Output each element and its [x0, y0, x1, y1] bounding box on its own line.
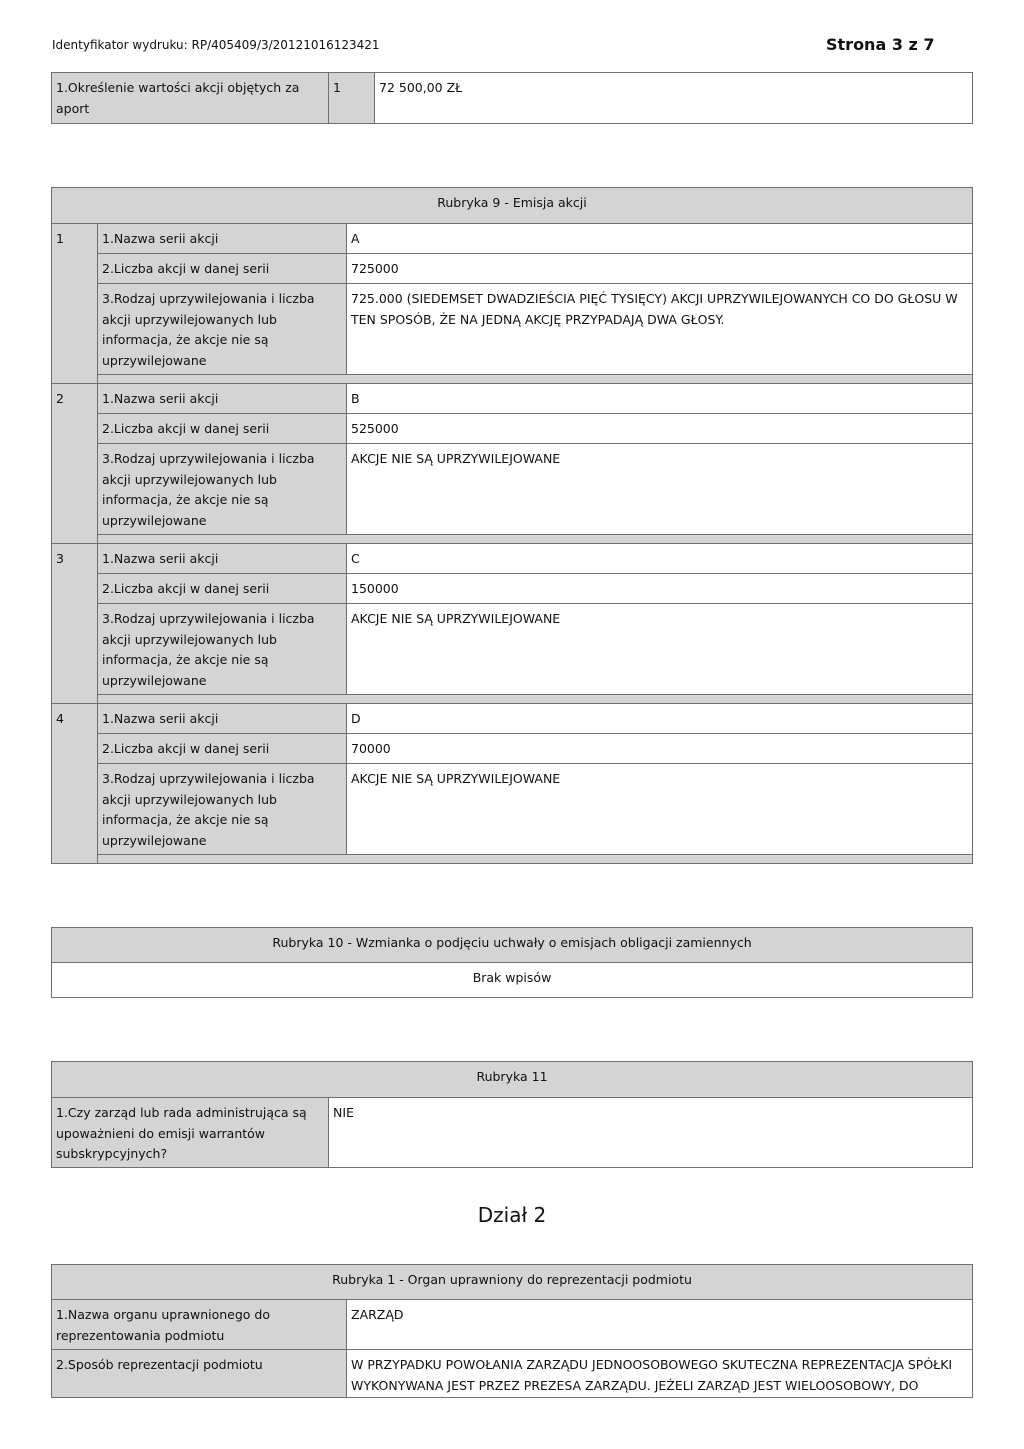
no-entries-text: Brak wpisów: [52, 963, 973, 998]
series-count-value: 150000: [347, 574, 973, 604]
rubryka-10-table: [51, 927, 973, 998]
series-name-label: 1.Nazwa serii akcji: [98, 544, 347, 574]
series-name-label: 1.Nazwa serii akcji: [98, 224, 347, 254]
print-identifier: Identyfikator wydruku: RP/405409/3/20121016123421: [52, 38, 380, 52]
series-number: 2: [52, 384, 98, 544]
series-count-label: 2.Liczba akcji w danej serii: [98, 414, 347, 444]
series-name-label: 1.Nazwa serii akcji: [98, 704, 347, 734]
series-privilege-value: 725.000 (SIEDEMSET DWADZIEŚCIA PIĘĆ TYSIĘCY) AKCJI UPRZYWILEJOWANYCH CO DO GŁOSU W TEN SPOSÓB, ŻE NA JEDNĄ AKCJĘ PRZYPADAJĄ DWA GŁOSY.: [347, 284, 973, 375]
series-name-value: B: [347, 384, 973, 414]
aport-value: 72 500,00 ZŁ: [375, 73, 973, 124]
series-privilege-value: AKCJE NIE SĄ UPRZYWILEJOWANE: [347, 604, 973, 695]
section-title: Dział 2: [477, 1203, 547, 1227]
series-separator: [98, 695, 973, 704]
organ-value: ZARZĄD: [347, 1300, 973, 1350]
series-privilege-value: AKCJE NIE SĄ UPRZYWILEJOWANE: [347, 764, 973, 855]
series-count-value: 525000: [347, 414, 973, 444]
series-privilege-value: AKCJE NIE SĄ UPRZYWILEJOWANE: [347, 444, 973, 535]
series-privilege-label: 3.Rodzaj uprzywilejowania i liczba akcji uprzywilejowanych lub informacja, że akcje nie są uprzywilejowane: [98, 444, 347, 535]
series-privilege-label: 3.Rodzaj uprzywilejowania i liczba akcji uprzywilejowanych lub informacja, że akcje nie są uprzywilejowane: [98, 764, 347, 855]
aport-index: 1: [329, 73, 375, 124]
aport-table: [51, 72, 973, 124]
series-name-value: A: [347, 224, 973, 254]
series-count-value: 725000: [347, 254, 973, 284]
series-separator: [98, 535, 973, 544]
series-number: 3: [52, 544, 98, 704]
series-count-label: 2.Liczba akcji w danej serii: [98, 734, 347, 764]
dzial-2-rubryka-1-table: [51, 1264, 973, 1398]
warrants-value: NIE: [329, 1098, 973, 1168]
series-name-value: D: [347, 704, 973, 734]
series-number: 1: [52, 224, 98, 384]
rubryka-10-title: Rubryka 10 - Wzmianka o podjęciu uchwały o emisjach obligacji zamiennych: [52, 928, 973, 963]
page-number: Strona 3 z 7: [826, 35, 935, 54]
rubryka-9-table: [51, 187, 973, 864]
series-count-label: 2.Liczba akcji w danej serii: [98, 254, 347, 284]
rubryka-11-table: [51, 1061, 973, 1168]
rubryka-1-title: Rubryka 1 - Organ uprawniony do reprezentacji podmiotu: [52, 1265, 973, 1300]
series-privilege-label: 3.Rodzaj uprzywilejowania i liczba akcji uprzywilejowanych lub informacja, że akcje nie są uprzywilejowane: [98, 604, 347, 695]
series-privilege-label: 3.Rodzaj uprzywilejowania i liczba akcji uprzywilejowanych lub informacja, że akcje nie są uprzywilejowane: [98, 284, 347, 375]
series-number: 4: [52, 704, 98, 864]
rubryka-9-title: Rubryka 9 - Emisja akcji: [52, 188, 973, 224]
representation-method-value: W PRZYPADKU POWOŁANIA ZARZĄDU JEDNOOSOBOWEGO SKUTECZNA REPREZENTACJA SPÓŁKI WYKONYWANA JEST PRZEZ PREZESA ZARZĄDU. JEŻELI ZARZĄD JEST WIELOOSOBOWY, DO: [347, 1350, 973, 1398]
warrants-label: 1.Czy zarząd lub rada administrująca są upoważnieni do emisji warrantów subskrypcyjnych?: [52, 1098, 329, 1168]
series-count-value: 70000: [347, 734, 973, 764]
series-name-value: C: [347, 544, 973, 574]
rubryka-11-title: Rubryka 11: [52, 1062, 973, 1098]
representation-method-label: 2.Sposób reprezentacji podmiotu: [52, 1350, 347, 1398]
aport-label: 1.Określenie wartości akcji objętych za aport: [52, 73, 329, 124]
series-separator: [98, 855, 973, 864]
series-count-label: 2.Liczba akcji w danej serii: [98, 574, 347, 604]
series-name-label: 1.Nazwa serii akcji: [98, 384, 347, 414]
organ-label: 1.Nazwa organu uprawnionego do reprezentowania podmiotu: [52, 1300, 347, 1350]
series-separator: [98, 375, 973, 384]
